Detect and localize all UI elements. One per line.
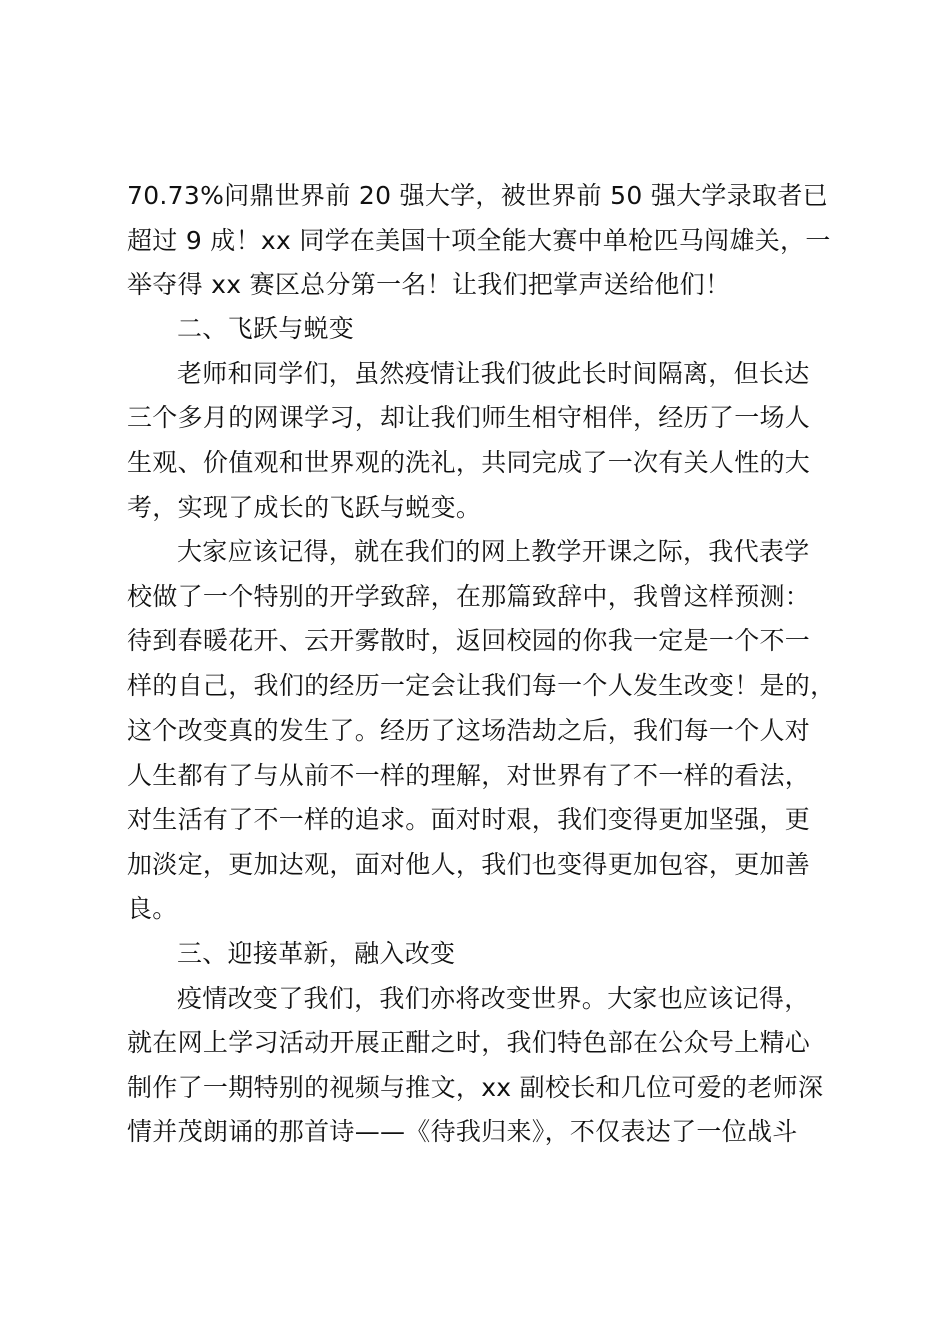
section-heading: 二、飞跃与蜕变	[177, 314, 355, 343]
body-text-line: 这个改变真的发生了。经历了这场浩劫之后，我们每一个人对	[127, 716, 811, 745]
body-text-line: 就在网上学习活动开展正酣之时，我们特色部在公众号上精心	[127, 1028, 811, 1057]
body-text-line: 70.73%问鼎世界前 20 强大学，被世界前 50 强大学录取者已	[127, 181, 828, 210]
body-text-line: 大家应该记得，就在我们的网上教学开课之际，我代表学	[177, 537, 810, 566]
body-text-line: 对生活有了不一样的追求。面对时艰，我们变得更加坚强，更	[127, 805, 811, 834]
body-text-line: 三个多月的网课学习，却让我们师生相守相伴，经历了一场人	[127, 403, 811, 432]
body-text-line: 待到春暖花开、云开雾散时，返回校园的你我一定是一个不一	[127, 626, 811, 655]
body-text-line: 考，实现了成长的飞跃与蜕变。	[127, 493, 482, 522]
body-text-line: 人生都有了与从前不一样的理解，对世界有了不一样的看法，	[127, 761, 811, 790]
body-text-line: 良。	[127, 894, 178, 923]
body-text-line: 举夺得 xx 赛区总分第一名！让我们把掌声送给他们！	[127, 270, 731, 299]
body-text-line: 生观、价值观和世界观的洗礼，共同完成了一次有关人性的大	[127, 448, 811, 477]
section-heading: 三、迎接革新，融入改变	[177, 939, 456, 968]
body-text-line: 加淡定，更加达观，面对他人，我们也变得更加包容，更加善	[127, 850, 811, 879]
body-text-line: 校做了一个特别的开学致辞，在那篇致辞中，我曾这样预测：	[127, 582, 811, 611]
body-text-line: 情并茂朗诵的那首诗——《待我归来》，不仅表达了一位战斗	[127, 1117, 798, 1146]
body-text-line: 疫情改变了我们，我们亦将改变世界。大家也应该记得，	[177, 984, 810, 1013]
body-text-line: 超过 9 成！xx 同学在美国十项全能大赛中单枪匹马闯雄关，一	[127, 226, 831, 255]
body-text-line: 样的自己，我们的经历一定会让我们每一个人发生改变！是的，	[127, 671, 836, 700]
body-text-line: 老师和同学们，虽然疫情让我们彼此长时间隔离，但长达	[177, 359, 810, 388]
body-text-line: 制作了一期特别的视频与推文，xx 副校长和几位可爱的老师深	[127, 1073, 824, 1102]
